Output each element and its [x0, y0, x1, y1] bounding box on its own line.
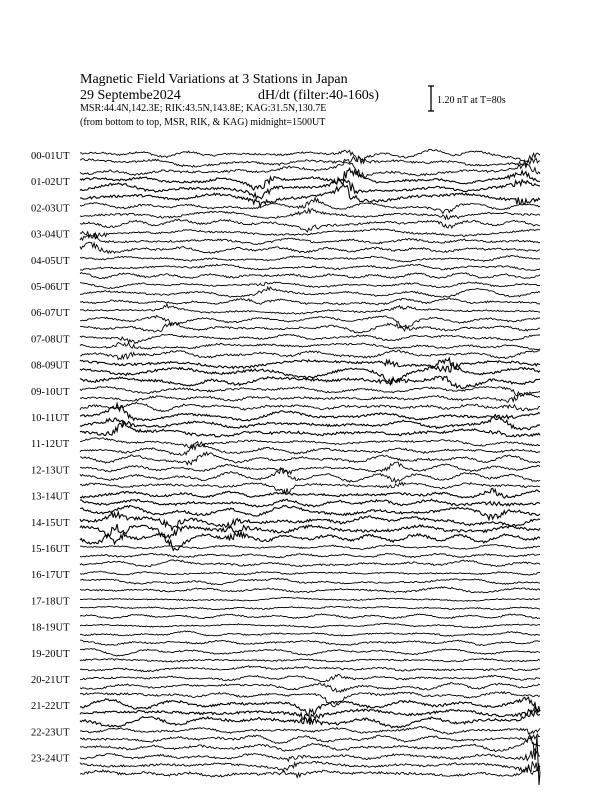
hour-label: 11-12UT — [31, 439, 70, 451]
trace-rik — [80, 315, 540, 328]
chart-title: Magnetic Field Variations at 3 Stations in Japan — [80, 72, 348, 87]
trace-rik — [80, 264, 540, 270]
trace-kag — [80, 598, 540, 602]
trace-rik — [80, 209, 540, 220]
trace-rik — [80, 157, 540, 168]
hour-label: 21-22UT — [31, 701, 70, 713]
hour-label: 16-17UT — [31, 570, 70, 582]
trace-msr — [80, 376, 540, 389]
hour-label: 02-03UT — [31, 203, 70, 215]
trace-msr — [80, 322, 540, 333]
trace-kag — [80, 623, 540, 628]
trace-kag — [80, 545, 540, 550]
hour-label: 20-21UT — [31, 675, 70, 686]
trace-msr — [80, 666, 540, 672]
trace-rik — [80, 468, 540, 482]
trace-kag — [80, 282, 540, 289]
trace-kag — [80, 749, 540, 761]
trace-kag — [80, 488, 540, 498]
trace-rik — [80, 553, 540, 557]
trace-kag — [80, 256, 540, 263]
trace-rik — [80, 287, 540, 297]
trace-kag — [80, 386, 540, 396]
hour-label: 09-10UT — [31, 386, 70, 398]
hour-label: 23-24UT — [31, 753, 70, 765]
trace-msr — [80, 350, 540, 359]
date-label: 29 Septembe2024 — [80, 88, 181, 103]
hour-label: 10-11UT — [31, 413, 70, 424]
order-line: (from bottom to top, MSR, RIK, & KAG) midnight=1500UT — [80, 117, 326, 128]
trace-rik — [80, 659, 540, 663]
hour-label: 00-01UT — [31, 151, 70, 162]
trace-kag — [80, 462, 540, 474]
trace-rik — [80, 734, 540, 744]
scale-bar — [428, 86, 434, 111]
trace-kag — [80, 360, 540, 372]
hour-label: 01-02UT — [31, 177, 70, 189]
scale-label: 1.20 nT at T=80s — [437, 95, 506, 106]
trace-rik — [80, 631, 540, 637]
hour-label: 12-13UT — [31, 465, 70, 477]
hour-label: 18-19UT — [31, 622, 70, 634]
trace-kag — [80, 674, 540, 681]
trace-rik — [80, 578, 540, 585]
quantity-label: dH/dt (filter:40-160s) — [258, 88, 379, 103]
trace-msr — [80, 505, 540, 519]
trace-msr — [80, 737, 540, 752]
hour-label: 15-16UT — [31, 544, 70, 555]
trace-rik — [80, 606, 540, 609]
hour-label: 13-14UT — [31, 491, 70, 503]
trace-excursion — [533, 736, 540, 785]
trace-kag — [80, 438, 540, 450]
hour-label: 19-20UT — [31, 648, 70, 660]
trace-msr — [80, 421, 540, 437]
trace-msr — [80, 219, 540, 232]
trace-kag — [80, 649, 540, 657]
hour-label: 04-05UT — [31, 255, 70, 267]
trace-rik — [80, 393, 540, 402]
trace-msr — [80, 162, 540, 178]
trace-msr — [80, 560, 540, 567]
trace-msr — [80, 242, 540, 253]
hour-label: 22-23UT — [31, 727, 70, 739]
hour-labels — [31, 151, 70, 765]
trace-msr — [80, 452, 540, 465]
trace-msr — [80, 273, 540, 279]
trace-rik — [80, 683, 540, 693]
hour-label: 17-18UT — [31, 596, 70, 608]
trace-msr — [80, 692, 540, 707]
trace-kag — [80, 198, 540, 214]
trace-kag — [80, 727, 540, 735]
stations-line: MSR:44.4N,142.3E; RIK:43.5N,143.8E; KAG:31.5N,130.7E — [80, 103, 327, 114]
hour-label: 05-06UT — [31, 282, 70, 293]
hour-label: 07-08UT — [31, 334, 70, 346]
hour-label: 03-04UT — [31, 229, 70, 241]
trace-kag — [80, 697, 540, 715]
trace-group — [80, 149, 540, 785]
trace-rik — [80, 525, 540, 544]
trace-kag — [80, 334, 540, 343]
trace-kag — [80, 571, 540, 575]
trace-rik — [80, 499, 540, 507]
trace-kag — [80, 168, 540, 190]
trace-kag — [80, 512, 540, 530]
hour-label: 06-07UT — [31, 308, 70, 320]
trace-msr — [80, 402, 540, 412]
trace-rik — [80, 416, 540, 429]
trace-msr — [80, 298, 540, 305]
trace-rik — [80, 343, 540, 350]
hour-label: 08-09UT — [31, 360, 70, 372]
trace-kag — [80, 304, 540, 314]
hour-label: 14-15UT — [31, 517, 70, 529]
trace-msr — [80, 587, 540, 593]
trace-msr — [80, 614, 540, 619]
trace-msr — [80, 640, 540, 646]
